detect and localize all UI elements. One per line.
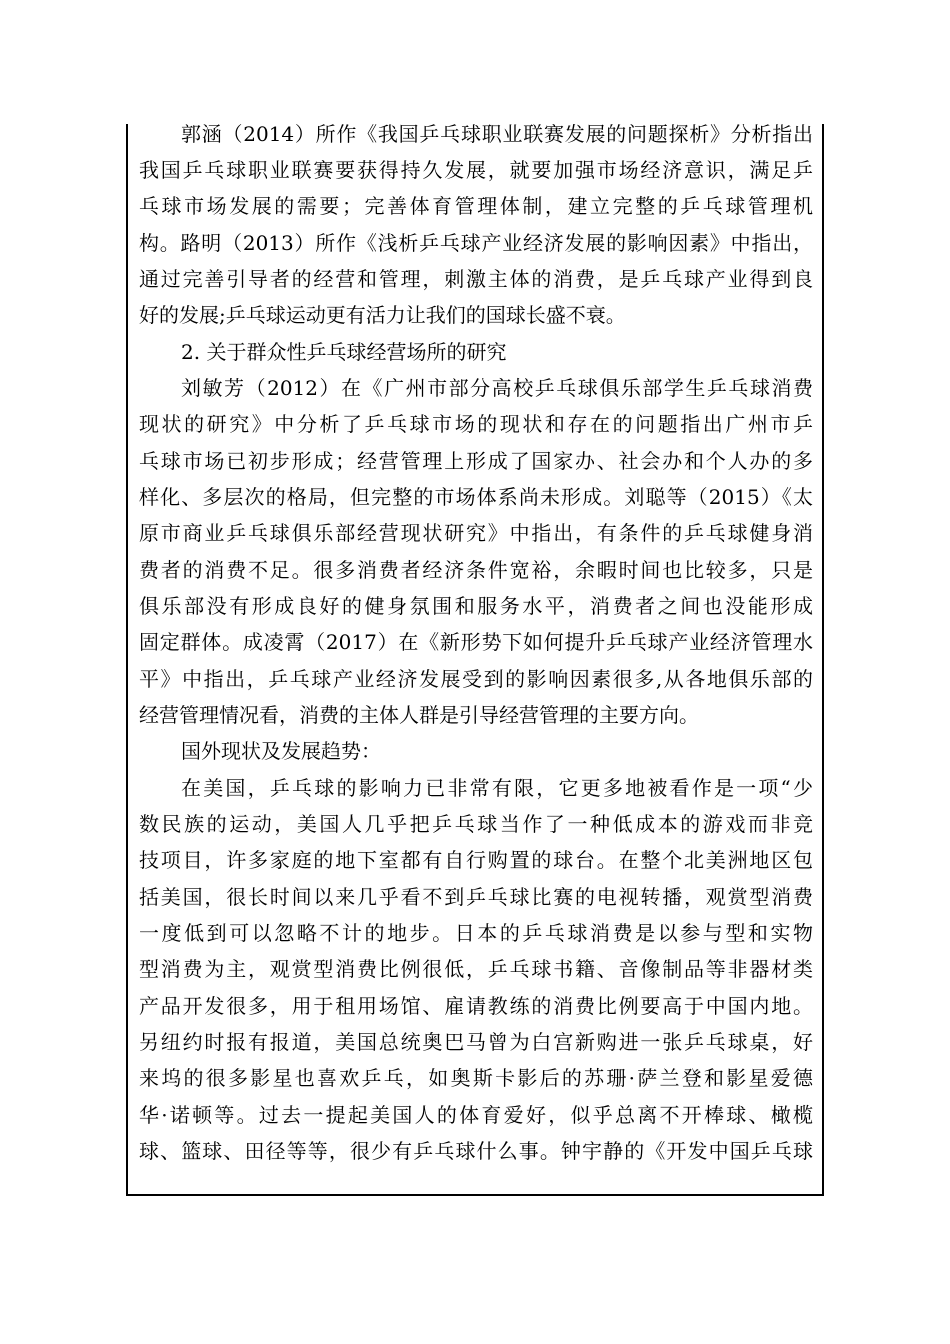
text-line: 数民族的运动，美国人几乎把乒乓球当作了一种低成本的游戏而非竞 [139,812,813,836]
section-heading: 国外现状及发展趋势： [181,739,381,763]
text-line: 平》中指出，乒乓球产业经济发展受到的影响因素很多,从各地俱乐部的 [139,667,813,691]
text-line: 技项目，许多家庭的地下室都有自行购置的球台。在整个北美洲地区包 [139,848,813,872]
text-line: 乓球市场已初步形成；经营管理上形成了国家办、社会办和个人办的多 [139,449,813,473]
text-line: 型消费为主，观赏型消费比例很低，乒乓球书籍、音像制品等非器材类 [139,957,813,981]
text-line: 产品开发很多，用于租用场馆、雇请教练的消费比例要高于中国内地。 [139,994,813,1018]
text-line: 好的发展;乒乓球运动更有活力让我们的国球长盛不衰。 [139,303,626,327]
text-line: 郭涵（2014）所作《我国乒乓球职业联赛发展的问题探析》分析指出 [181,122,813,146]
text-line: 经营管理情况看，消费的主体人群是引导经营管理的主要方向。 [139,703,699,727]
text-line: 费者的消费不足。很多消费者经济条件宽裕，余暇时间也比较多，只是 [139,558,813,582]
text-line: 一度低到可以忽略不计的地步。日本的乒乓球消费是以参与型和实物 [139,921,813,945]
text-line: 构。路明（2013）所作《浅析乒乓球产业经济发展的影响因素》中指出， [139,231,813,255]
text-line: 原市商业乒乓球俱乐部经营现状研究》中指出，有条件的乒乓球健身消 [139,521,813,545]
section-heading: 2. 关于群众性乒乓球经营场所的研究 [181,340,507,364]
text-line: 俱乐部没有形成良好的健身氛围和服务水平，消费者之间也没能形成 [139,594,813,618]
text-line: 我国乒乓球职业联赛要获得持久发展，就要加强市场经济意识，满足乒 [139,158,813,182]
text-line: 华·诺顿等。过去一提起美国人的体育爱好，似乎总离不开棒球、橄榄 [139,1103,813,1127]
text-line: 刘敏芳（2012）在《广州市部分高校乒乓球俱乐部学生乒乓球消费 [181,376,813,400]
text-line: 来坞的很多影星也喜欢乒乓，如奥斯卡影后的苏珊·萨兰登和影星爱德 [139,1066,813,1090]
text-line: 球、篮球、田径等等，很少有乒乓球什么事。钟宇静的《开发中国乒乓球 [139,1139,813,1163]
text-line: 乓球市场发展的需要；完善体育管理体制，建立完整的乒乓球管理机 [139,194,813,218]
text-line: 在美国，乒乓球的影响力已非常有限，它更多地被看作是一项“少 [181,776,813,800]
text-line: 通过完善引导者的经营和管理，刺激主体的消费，是乒乓球产业得到良 [139,267,813,291]
text-line: 样化、多层次的格局，但完整的市场体系尚未形成。刘聪等（2015）《太 [139,485,813,509]
text-line: 固定群体。成凌霄（2017）在《新形势下如何提升乒乓球产业经济管理水 [139,630,813,654]
text-line: 括美国，很长时间以来几乎看不到乒乓球比赛的电视转播，观赏型消费 [139,885,813,909]
text-line: 另纽约时报有报道，美国总统奥巴马曾为白宫新购进一张乒乓球桌，好 [139,1030,813,1054]
text-line: 现状的研究》中分析了乒乓球市场的现状和存在的问题指出广州市乒 [139,412,813,436]
